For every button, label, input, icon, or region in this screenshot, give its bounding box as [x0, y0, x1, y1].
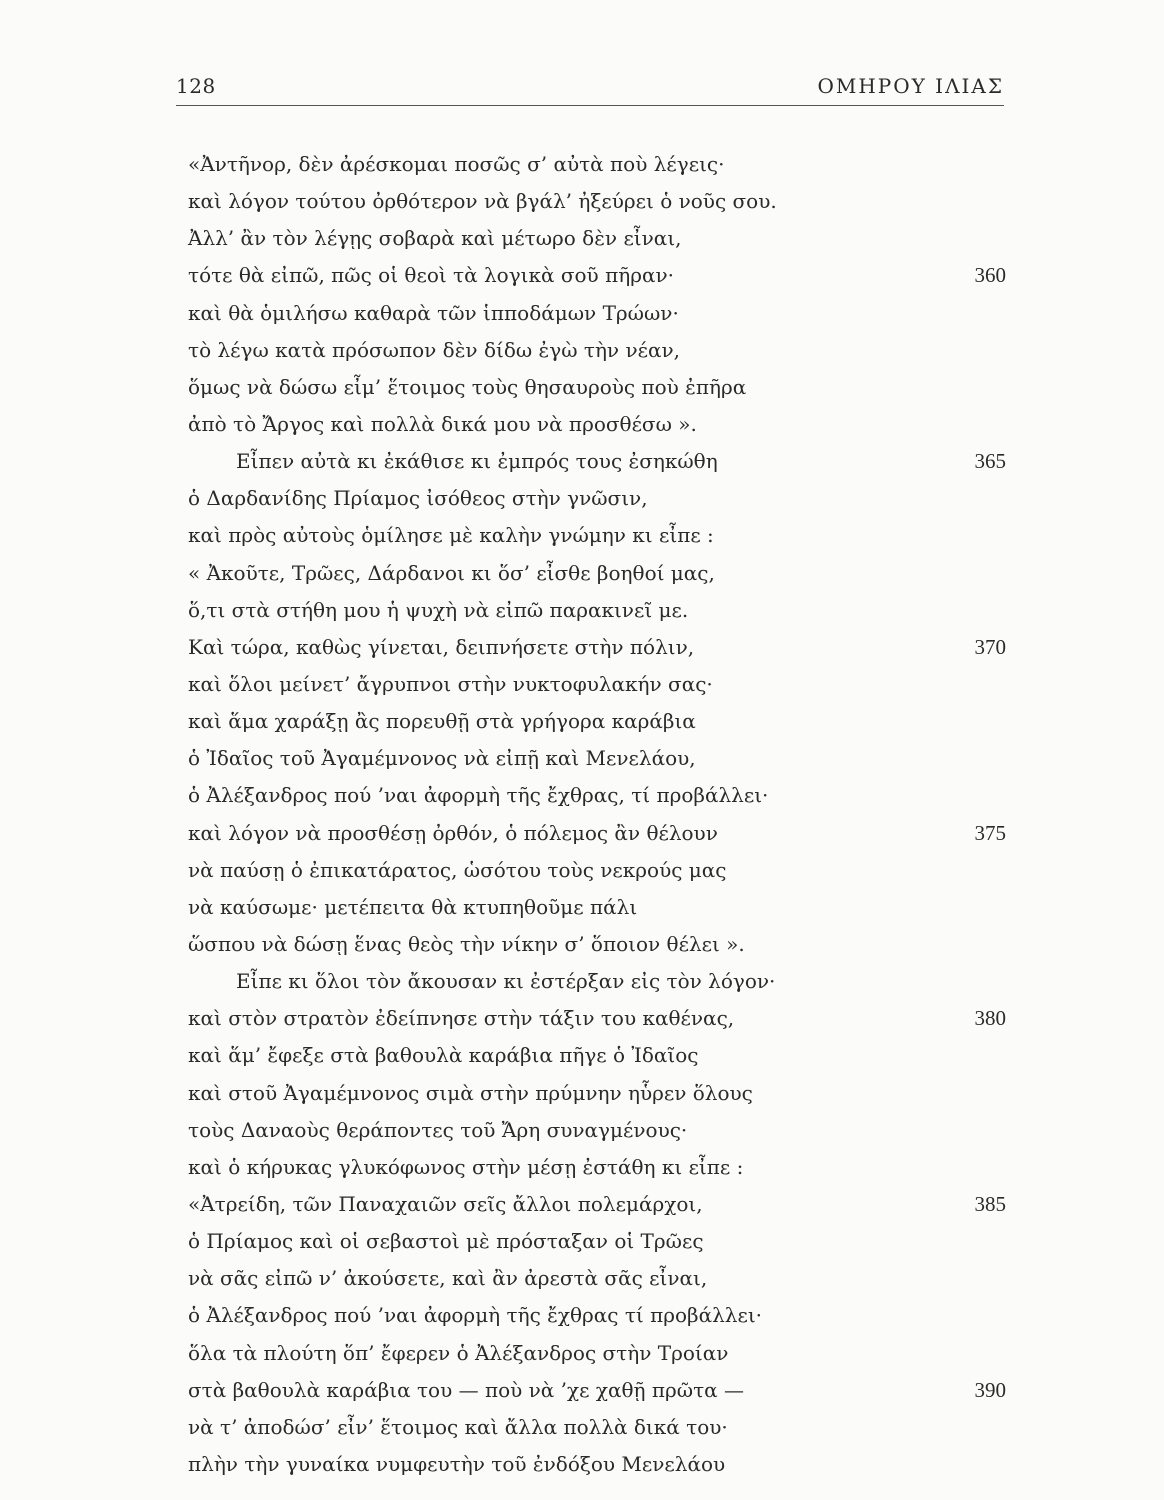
- verse-line: [188, 443, 1018, 480]
- verse-line: [188, 1260, 1018, 1297]
- verse-line: [188, 703, 1018, 740]
- verse-text: «Ἀντῆνορ, δὲν ἀρέσκομαι ποσῶς σ’ αὐτὰ ποὺ λέγεις·: [188, 152, 725, 176]
- verse-text: ὁ Ἀλέξανδρος πού ’ναι ἀφορμὴ τῆς ἔχθρας, τί προβάλλει·: [188, 783, 769, 808]
- verse-line: [188, 1112, 1018, 1149]
- verse-line: [188, 852, 1018, 889]
- verse-line: [188, 1037, 1018, 1074]
- verse-text: καὶ θὰ ὁμιλήσω καθαρὰ τῶν ἱπποδάμων Τρώων·: [188, 300, 679, 325]
- verse-line: [188, 220, 1018, 257]
- verse-text: ὁ Πρίαμος καὶ οἱ σεβαστοὶ μὲ πρόσταξαν οἱ Τρῶες: [188, 1229, 704, 1254]
- verse-line: [188, 1186, 1018, 1223]
- verse-text: νὰ καύσωμε· μετέπειτα θὰ κτυπηθοῦμε πάλι: [188, 894, 638, 919]
- page-header: [176, 74, 1004, 104]
- verse-line: [188, 183, 1018, 220]
- verse-line: [188, 1223, 1018, 1260]
- verse-line: [188, 1446, 1018, 1483]
- line-number: 390: [974, 1377, 1006, 1402]
- line-number: 385: [974, 1191, 1006, 1216]
- verse-line: [188, 740, 1018, 777]
- verse-text: καὶ στὸν στρατὸν ἐδείπνησε στὴν τάξιν του καθένας,: [188, 1006, 735, 1031]
- verse-text: « Ἀκοῦτε, Τρῶες, Δάρδανοι κι ὅσ’ εἶσθε βοηθοί μας,: [188, 560, 715, 585]
- verse-text: Ἀλλ’ ἂν τὸν λέγῃς σοβαρὰ καὶ μέτωρο δὲν εἶναι,: [188, 226, 682, 251]
- verse-line: [188, 1335, 1018, 1372]
- verse-line: [188, 1297, 1018, 1334]
- verse-text: καὶ ἅμ’ ἔφεξε στὰ βαθουλὰ καράβια πῆγε ὁ Ἰδαῖος: [188, 1043, 699, 1068]
- verse-text: ὁ Δαρδανίδης Πρίαμος ἰσόθεος στὴν γνῶσιν,: [188, 486, 648, 511]
- verse-text: ὁ Ἰδαῖος τοῦ Ἀγαμέμνονος νὰ εἰπῇ καὶ Μενελάου,: [188, 746, 696, 771]
- verse-text: Εἶπε κι ὅλοι τὸν ἄκουσαν κι ἐστέρξαν εἰς τὸν λόγον·: [236, 969, 776, 994]
- header-rule: [176, 105, 1004, 106]
- verse-line: [188, 666, 1018, 703]
- verse-text: καὶ λόγον τούτου ὀρθότερον νὰ βγάλ’ ἠξεύρει ὁ νοῦς σου.: [188, 189, 777, 214]
- verse-line: [188, 1372, 1018, 1409]
- verse-text: ὅ,τι στὰ στήθη μου ἡ ψυχὴ νὰ εἰπῶ παρακινεῖ με.: [188, 597, 689, 622]
- verse-text: τότε θὰ εἰπῶ, πῶς οἱ θεοὶ τὰ λογικὰ σοῦ πῆραν·: [188, 263, 674, 288]
- verse-text: καὶ ὁ κήρυκας γλυκόφωνος στὴν μέσῃ ἐστάθη κι εἶπε :: [188, 1154, 744, 1179]
- running-title: ΟΜΗΡΟΥ ΙΛΙΑΣ: [817, 74, 1004, 98]
- verse-line: [188, 889, 1018, 926]
- verse-text: «Ἀτρείδη, τῶν Παναχαιῶν σεῖς ἄλλοι πολεμάρχοι,: [188, 1191, 703, 1216]
- verse-text: καὶ πρὸς αὐτοὺς ὁμίλησε μὲ καλὴν γνώμην κι εἶπε :: [188, 523, 714, 548]
- verse-line: [188, 369, 1018, 406]
- verse-line: [188, 629, 1018, 666]
- verse-text: νὰ σᾶς εἰπῶ ν’ ἀκούσετε, καὶ ἂν ἀρεστὰ σᾶς εἶναι,: [188, 1266, 708, 1291]
- verse-line: [188, 1000, 1018, 1037]
- verse-line: [188, 555, 1018, 592]
- verse-line: [188, 332, 1018, 369]
- verse-text: ὥσπου νὰ δώσῃ ἕνας θεὸς τὴν νίκην σ’ ὅποιον θέλει ».: [188, 931, 745, 956]
- verse-text: Εἶπεν αὐτὰ κι ἐκάθισε κι ἐμπρός τους ἐσηκώθη: [236, 449, 718, 474]
- verse-text: στὰ βαθουλὰ καράβια του — ποὺ νὰ ’χε χαθῇ πρῶτα —: [188, 1377, 745, 1402]
- verse-line: [188, 963, 1018, 1000]
- verse-line: [188, 406, 1018, 443]
- verse-line: [188, 592, 1018, 629]
- verse-text: καὶ λόγον νὰ προσθέσῃ ὀρθόν, ὁ πόλεμος ἂν θέλουν: [188, 820, 718, 845]
- line-number: 360: [974, 263, 1006, 288]
- verse-line: [188, 1149, 1018, 1186]
- verse-line: [188, 257, 1018, 294]
- verse-text: τὸ λέγω κατὰ πρόσωπον δὲν δίδω ἐγὼ τὴν νέαν,: [188, 337, 680, 362]
- verse-line: [188, 815, 1018, 852]
- verse-text: καὶ στοῦ Ἀγαμέμνονος σιμὰ στὴν πρύμνην ηὗρεν ὅλους: [188, 1080, 753, 1105]
- verse-text: τοὺς Δαναοὺς θεράποντες τοῦ Ἄρη συναγμένους·: [188, 1117, 688, 1142]
- line-number: 365: [974, 449, 1006, 474]
- verse-line: [188, 295, 1018, 332]
- line-number: 380: [974, 1006, 1006, 1031]
- verse-line: [188, 777, 1018, 814]
- verse-block: [188, 146, 1018, 1483]
- page-number: 128: [176, 74, 216, 98]
- verse-line: [188, 146, 1018, 183]
- verse-line: [188, 480, 1018, 517]
- verse-text: ἀπὸ τὸ Ἄργος καὶ πολλὰ δικά μου νὰ προσθέσω ».: [188, 411, 697, 436]
- verse-line: [188, 1075, 1018, 1112]
- verse-text: ὅλα τὰ πλούτη ὅπ’ ἔφερεν ὁ Ἀλέξανδρος στὴν Τροίαν: [188, 1340, 729, 1365]
- verse-line: [188, 926, 1018, 963]
- line-number: 375: [974, 820, 1006, 845]
- verse-text: Καὶ τώρα, καθὼς γίνεται, δειπνήσετε στὴν πόλιν,: [188, 634, 695, 659]
- verse-text: πλὴν τὴν γυναίκα νυμφευτὴν τοῦ ἐνδόξου Μενελάου: [188, 1451, 726, 1476]
- verse-text: καὶ ἅμα χαράξῃ ἂς πορευθῇ στὰ γρήγορα καράβια: [188, 709, 696, 734]
- line-number: 370: [974, 634, 1006, 659]
- verse-text: νὰ παύσῃ ὁ ἐπικατάρατος, ὡσότου τοὺς νεκρούς μας: [188, 857, 727, 882]
- verse-line: [188, 1409, 1018, 1446]
- verse-text: καὶ ὅλοι μείνετ’ ἄγρυπνοι στὴν νυκτοφυλακήν σας·: [188, 671, 713, 696]
- verse-line: [188, 517, 1018, 554]
- verse-text: ὁ Ἀλέξανδρος πού ’ναι ἀφορμὴ τῆς ἔχθρας τί προβάλλει·: [188, 1303, 763, 1328]
- verse-text: νὰ τ’ ἀποδώσ’ εἶν’ ἕτοιμος καὶ ἄλλα πολλὰ δικά του·: [188, 1414, 728, 1439]
- verse-text: ὅμως νὰ δώσω εἶμ’ ἕτοιμος τοὺς θησαυροὺς ποὺ ἐπῆρα: [188, 374, 747, 399]
